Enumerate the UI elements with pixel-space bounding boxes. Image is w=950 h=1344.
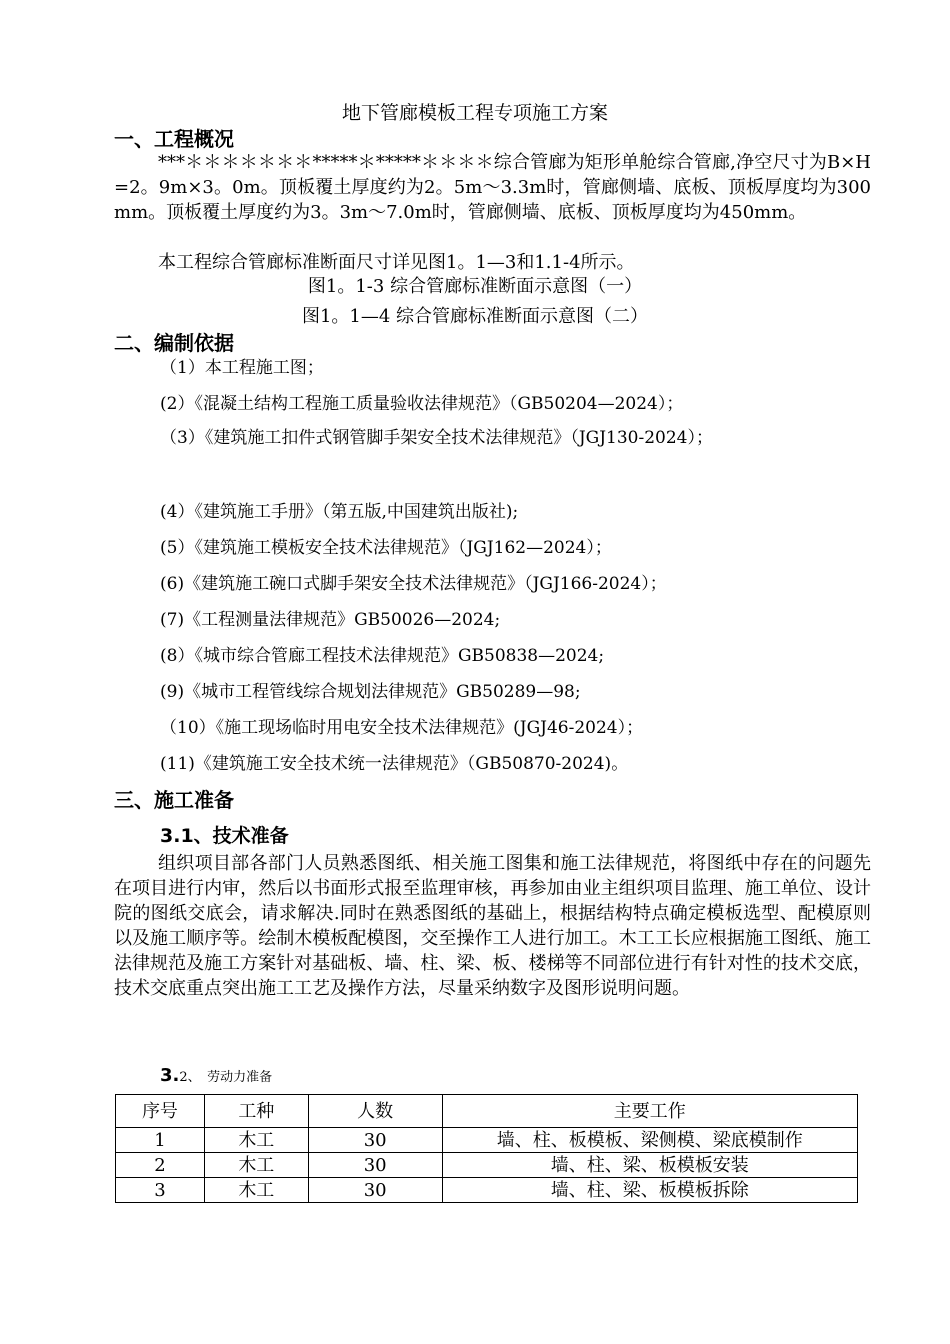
section-heading-overview: 一、工程概况 [114, 127, 234, 151]
column-header: 工种 [204, 1095, 308, 1128]
subsection-heading-labor [160, 1065, 272, 1089]
table-cell: 30 [308, 1153, 442, 1178]
labor-table [115, 1094, 858, 1203]
subsection-label: 2、 劳动力准备 [179, 1070, 273, 1085]
column-header: 人数 [308, 1095, 442, 1128]
subsection-number: 3. [160, 1065, 180, 1086]
overview-section-reference: 本工程综合管廊标准断面尺寸详见图1。1—3和1.1-4所示。 [158, 252, 635, 273]
table-row [116, 1178, 858, 1203]
reference-item: (9)《城市工程管线综合规划法律规范》GB50289—98; [160, 682, 581, 702]
table-row [116, 1153, 858, 1178]
overview-paragraph: ***＊＊＊＊＊＊＊*****＊*****＊＊＊＊综合管廊为矩形单舱综合管廊,净空尺寸为B×H=2。9m×3。0m。顶板覆土厚度约为2。5m～3.3m时，管廊侧墙、底板、顶板厚度均为300mm。顶板覆土厚度约为3。3m～7.0m时，管廊侧墙、底板、顶板厚度均为450mm。 [114, 152, 871, 223]
reference-item: (7)《工程测量法律规范》GB50026—2024; [160, 610, 501, 630]
table-cell: 30 [308, 1178, 442, 1203]
table-cell: 木工 [204, 1128, 308, 1153]
table-cell: 1 [116, 1128, 205, 1153]
reference-item: (2）《混凝土结构工程施工质量验收法律规范》（GB50204—2024）； [160, 394, 684, 414]
section-heading-basis: 二、编制依据 [114, 331, 234, 355]
table-cell: 2 [116, 1153, 205, 1178]
column-header: 主要工作 [442, 1095, 857, 1128]
table-row [116, 1128, 858, 1153]
reference-item: (5）《建筑施工模板安全技术法律规范》（JGJ162—2024）； [160, 538, 612, 558]
table-cell: 木工 [204, 1178, 308, 1203]
figure-caption-1: 图1。1-3 综合管廊标准断面示意图（一） [307, 276, 643, 297]
reference-item: (4）《建筑施工手册》（第五版,中国建筑出版社); [160, 502, 519, 522]
reference-item: （3）《建筑施工扣件式钢管脚手架安全技术法律规范》（JGJ130-2024）； [160, 428, 713, 448]
table-cell: 墙、柱、板模板、梁侧模、梁底模制作 [442, 1128, 857, 1153]
table-cell: 30 [308, 1128, 442, 1153]
reference-item: （1）本工程施工图； [160, 358, 324, 378]
table-header-row [116, 1095, 858, 1128]
reference-item: (8）《城市综合管廊工程技术法律规范》GB50838—2024; [160, 646, 605, 666]
table-cell: 墙、柱、梁、板模板拆除 [442, 1178, 857, 1203]
column-header: 序号 [116, 1095, 205, 1128]
technical-preparation-paragraph: 组织项目部各部门人员熟悉图纸、相关施工图集和施工法律规范，将图纸中存在的问题先在项目进行内审，然后以书面形式报至监理审核，再参加由业主组织项目监理、施工单位、设计院的图纸交底会，请求解决.同时在熟悉图纸的基础上，根据结构特点确定模板选型、配模原则以及施工顺序等。绘制木模板配模图，交至操作工人进行加工。木工工长应根据施工图纸、施工法律规范及施工方案针对基础板、墙、柱、梁、板、楼梯等不同部位进行有针对性的技术交底，技术交底重点突出施工工艺及操作方法，尽量采纳数字及图形说明问题。 [114, 853, 871, 999]
reference-item: （10）《施工现场临时用电安全技术法律规范》(JGJ46-2024）； [160, 718, 644, 738]
document-title: 地下管廊模板工程专项施工方案 [341, 102, 608, 124]
table-cell: 木工 [204, 1153, 308, 1178]
table-cell: 3 [116, 1178, 205, 1203]
table-cell: 墙、柱、梁、板模板安装 [442, 1153, 857, 1178]
subsection-heading-technical: 3.1、技术准备 [160, 825, 289, 847]
section-heading-preparation: 三、施工准备 [114, 788, 234, 812]
reference-item: (11)《建筑施工安全技术统一法律规范》（GB50870-2024)。 [160, 754, 629, 774]
reference-item: (6)《建筑施工碗口式脚手架安全技术法律规范》（JGJ166-2024）； [160, 574, 667, 594]
figure-caption-2: 图1。1—4 综合管廊标准断面示意图（二） [301, 306, 649, 327]
